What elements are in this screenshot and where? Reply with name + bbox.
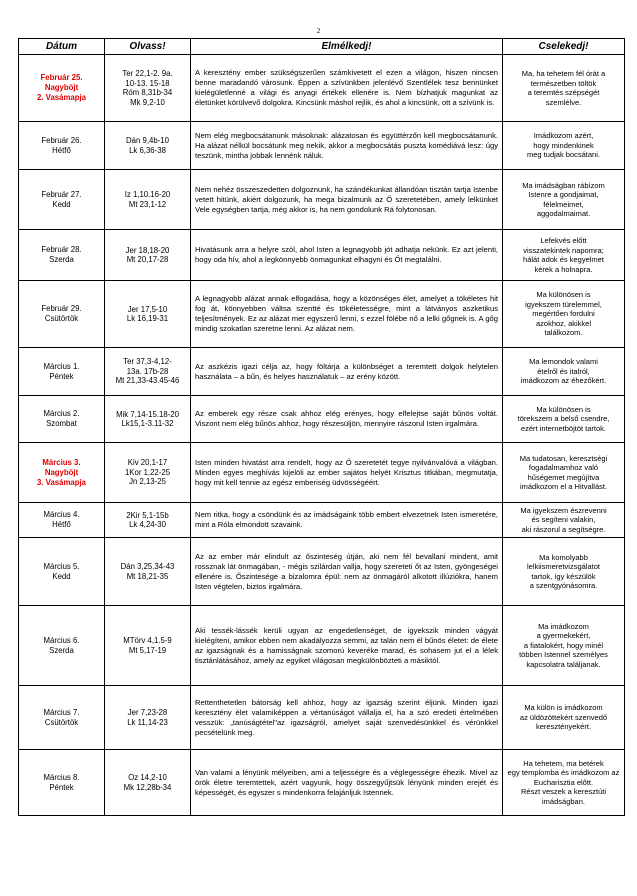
header-date: Dátum	[19, 39, 105, 55]
reading-line: Jer 17,5-10	[127, 304, 168, 314]
date-line: Március 4.	[43, 510, 80, 519]
reading-line: Ter 37,3-4,12-	[123, 357, 172, 367]
action-line: hogy mindenkinek	[533, 140, 594, 150]
reflection-cell: Az az ember már elindult az őszinteség útján, aki nem fél bevallani mindent, amit rossznak lát önmagában, - mégis szilárdan vallja, hogy szereteti őt az Isten, gyöngeségei ellenére is. Őszintesége a bizalomra épül: nem az önmagáról alkotott illúziókra, hanem Isten végtelen, biztos irgalmára.	[191, 538, 503, 606]
reading-line: Mt 21,33-43.45-46	[115, 376, 180, 386]
action-line: Részt veszek a keresztúti	[520, 787, 607, 797]
reflection-cell: Hivatásunk arra a helyre szól, ahol Isten a legnagyobb jót adhatja nekünk. Ez azt jelenti, hogy oda hív, ahol a legkönnyebb önmagunkat elhagyni és Őt megtalálni.	[191, 230, 503, 281]
header-act: Cselekedj!	[503, 39, 625, 55]
date-line: Március 1.	[43, 361, 80, 371]
reading-line: Ter 22,1-2. 9a.	[122, 69, 173, 78]
action-line: imádkozom el a Hitvallást.	[519, 482, 608, 491]
action-line: imádságban.	[542, 796, 585, 806]
date-cell	[19, 396, 105, 443]
date-line: Március 5.	[43, 561, 80, 571]
date-cell	[19, 170, 105, 230]
reading-line: Mik 7,14-15.18-20	[116, 409, 179, 419]
date-line: Március 3.	[42, 457, 81, 467]
date-line: Hétfő	[52, 520, 71, 529]
action-line: azokhoz, akikkel	[535, 318, 592, 328]
reading-line: Lk 4,24-30	[129, 520, 166, 529]
action-line: imádkozom az éhezőkért.	[520, 376, 607, 386]
action-line: igyekszem türelemmel,	[525, 299, 602, 309]
readings-cell	[105, 122, 191, 170]
action-cell	[503, 686, 625, 750]
readings-cell	[105, 348, 191, 396]
date-line: Február 25.	[40, 73, 83, 82]
action-line: Ma külön is imádkozom	[524, 703, 603, 713]
reflection-cell: Nem ritka, hogy a csöndünk és az imádságaink több embert elvezetnek Isten ismeretére, mint a Róla elmondott szavaink.	[191, 503, 503, 538]
reading-line: Mk 12,28b-34	[123, 782, 172, 792]
action-line: meg tudjak bocsátani.	[527, 150, 600, 160]
readings-cell	[105, 606, 191, 686]
date-cell	[19, 281, 105, 348]
date-cell	[19, 230, 105, 281]
action-line: visszatekintek napomra;	[523, 245, 604, 255]
reading-line: Lk 11,14-23	[127, 717, 168, 727]
action-line: Ma különösen is	[536, 404, 591, 414]
readings-cell	[105, 396, 191, 443]
header-reflect: Elmélkedj!	[191, 39, 503, 55]
action-line: aki rászorul a segítségre.	[521, 524, 606, 534]
date-cell	[19, 348, 105, 396]
date-line: Kedd	[52, 199, 71, 209]
date-line: Március 2.	[43, 409, 80, 418]
reading-line: Róm 8,31b-34	[122, 88, 173, 97]
table-row	[19, 170, 625, 230]
table-row	[19, 686, 625, 750]
reflection-cell: Nem elég megbocsátanunk másoknak: alázatosan és együttérzőn kell megbocsátanunk. Ha alázat nélkül bocsátunk meg nekik, akkor a megbocsátás puszta komédiává lesz: úgy teszünk, mintha jobbak lennénk náluk.	[191, 122, 503, 170]
reflection-cell: A legnagyobb alázat annak elfogadása, hogy a közönséges élet, amelyet a tökéletes hit fog át, könnyebben váltsa szentté és tökéletességre, mint a látványos aszketikus teljesítmények. Ez az alázat mer egyszerű lenni, s ezzel fölébe nő a lelki gőgnek is. A gőg mindig szokatlan szeretne lenni. Az alázat nem.	[191, 281, 503, 348]
date-cell	[19, 503, 105, 538]
action-line: többen Istennel személyes	[519, 650, 608, 660]
date-cell	[19, 606, 105, 686]
action-line: kapcsolatra találjanak.	[526, 659, 601, 669]
date-line: Február 26.	[41, 135, 82, 145]
action-cell	[503, 396, 625, 443]
lent-calendar-table	[18, 38, 625, 816]
action-line: ételről és italról,	[537, 366, 590, 376]
date-line: Szerda	[49, 645, 74, 655]
action-line: találkozom.	[544, 328, 583, 338]
reading-line: Kiv 20,1-17	[127, 458, 168, 468]
action-line: Lefekvés előtt	[540, 236, 587, 245]
action-line: a teremtés szépségét	[527, 88, 600, 97]
action-line: Ma tudatosan, keresztségi	[519, 453, 608, 463]
readings-cell	[105, 230, 191, 281]
action-cell	[503, 55, 625, 122]
reading-line: Mk 9,2-10	[130, 97, 165, 107]
reflection-cell: Az aszkézis igazi célja az, hogy föltárja a különbséget a teremtett dolgok helytelen használata – a bűn, és helyes használatuk – az erény között.	[191, 348, 503, 396]
reflection-cell: Isten minden hivatást arra rendelt, hogy az Ő szeretetét tegye nyilvánvalóvá a világban. Minden egyes meghívás kijelöli az ember sajátos helyét Krisztus titkában, megmutatja, hogy mit kell tennie az egész emberiség üdvösségéért.	[191, 443, 503, 503]
action-cell	[503, 122, 625, 170]
readings-cell	[105, 503, 191, 538]
readings-cell	[105, 55, 191, 122]
reading-line: Mt 23,1-12	[128, 199, 167, 209]
date-line: Nagyböjt	[44, 83, 79, 92]
action-cell	[503, 230, 625, 281]
date-cell	[19, 686, 105, 750]
action-line: hálát adok és kegyelmet	[523, 255, 604, 264]
readings-cell	[105, 281, 191, 348]
readings-cell	[105, 750, 191, 816]
reading-line: Lk15,1-3.11-32	[121, 419, 174, 428]
action-line: félelmeimet,	[543, 199, 584, 209]
table-row	[19, 396, 625, 443]
date-line: Március 8.	[43, 772, 80, 782]
date-line: Péntek	[49, 782, 74, 792]
date-line: 3. Vasámapja	[37, 477, 86, 487]
table-row	[19, 443, 625, 503]
action-line: hűségemet megújítva	[527, 472, 600, 482]
reflection-cell: Az emberek egy része csak ahhoz elég erényes, hogy elfelejtse saját bűnös voltát. Viszont nem elég bűnös ahhoz, hogy részesüljön, mennyire rászorul Isten irgalmára.	[191, 396, 503, 443]
action-line: lelkiismeretvizsgálatot	[527, 562, 600, 571]
date-cell	[19, 443, 105, 503]
reading-line: Jer 7,23-28	[127, 708, 168, 717]
date-line: Kedd	[52, 571, 71, 581]
action-line: Istenre a gondjaimat,	[528, 190, 599, 199]
action-line: az üldözöttekért szenvedő	[519, 712, 608, 722]
action-cell	[503, 503, 625, 538]
action-cell	[503, 281, 625, 348]
action-line: aggodalmaimat.	[536, 209, 591, 218]
action-line: Ma imádságban rábízom	[522, 180, 605, 190]
table-row	[19, 230, 625, 281]
date-line: Szombat	[46, 419, 77, 428]
action-cell	[503, 606, 625, 686]
readings-cell	[105, 538, 191, 606]
action-line: Ma különösen is	[536, 290, 591, 300]
action-line: természetben töltök	[530, 78, 597, 88]
action-line: keresztényekért.	[535, 722, 592, 732]
date-line: Nagyböjt	[44, 467, 79, 477]
table-row	[19, 122, 625, 170]
table-row	[19, 750, 625, 816]
action-cell	[503, 348, 625, 396]
reading-line: 10-13. 15-18	[125, 78, 170, 88]
action-cell	[503, 538, 625, 606]
date-cell	[19, 55, 105, 122]
reading-line: Jn 2,13-25	[129, 477, 166, 487]
action-cell	[503, 750, 625, 816]
table-row	[19, 538, 625, 606]
action-line: a gyermekekért,	[536, 631, 591, 641]
reflection-cell: Nem nehéz összeszedetten dolgoznunk, ha szándékunkat állandóan tisztán tartja Istenbe vetett hitünk, akiért dolgozunk, ha mega bizalmunk az Ő szeretetében, amely lelkünket Vele egységben tartja, még akkor is, ha nem gondolunk Rá folytonosan.	[191, 170, 503, 230]
action-line: Ha tehetem, ma betérek	[523, 758, 604, 768]
table-row	[19, 503, 625, 538]
action-line: egy templomba és imádkozom az Eucharisztia előtt.	[507, 768, 620, 787]
readings-cell	[105, 170, 191, 230]
action-line: Ma imádkozom	[538, 621, 589, 631]
table-row	[19, 606, 625, 686]
action-line: fogadalmamhoz való	[528, 463, 599, 472]
action-line: és segíteni valakin,	[531, 515, 596, 525]
page-number: 2	[316, 27, 321, 35]
action-line: tartok, így készülök	[531, 571, 596, 581]
action-line: a szentgyónásomra.	[529, 581, 598, 590]
action-line: Ma lemondok valami	[529, 357, 598, 367]
date-line: Február 27.	[41, 189, 82, 199]
reflection-cell: Rettenthetetlen bátorság kell ahhoz, hogy az igazság szerint éljünk. Minden igazi keresztény élet valamiképpen a vértanúságot vállalja el, ha a szó eredeti értelmében vesszük: „tanúságtétel"az igazságról, amelyet saját szenvedésünkkel és vérünkkel pecsételünk meg.	[191, 686, 503, 750]
reflection-cell: A keresztény ember szükségszerűen számkivetett el ezen a világon, hiszen nincsen benne maradandó városunk. Éppen a szívünkben jelenlévő Szentlélek tesz bennünket kielégületlenné a világi és anyagi értékek ellenére is. Nem bízhatjuk magunkat az életünket körülvevő dolgokra. Kincsünk máshol rejlik, és ahol a kincsünk, ott a szívünk is.	[191, 55, 503, 122]
date-line: Péntek	[49, 371, 74, 381]
date-line: Csütörtök	[44, 314, 79, 323]
reading-line: Dán 3,25.34-43	[120, 562, 175, 571]
table-body	[19, 55, 625, 816]
reading-line: Mt 5,17-19	[128, 645, 167, 655]
date-line: Szerda	[49, 255, 74, 264]
action-line: ezért internetböjtöt tartok.	[520, 423, 607, 433]
date-line: Március 6.	[43, 635, 80, 645]
reading-line: Jer 18,18-20	[125, 245, 170, 255]
reading-line: Oz 14,2-10	[128, 773, 167, 782]
readings-cell	[105, 686, 191, 750]
action-line: szemlélve.	[545, 97, 582, 107]
action-line: a fiatalokért, hogy minél	[523, 640, 604, 650]
reflection-cell: Van valami a lényünk mélyeiben, ami a teljességre és a véglegességre éhezik. Mivel az örök életre teremtettek, azért vagyunk, hogy összegyűjtsük lényünk minden erejét és képességét, és egyszer s mindenkorra felajánljuk Istennek.	[191, 750, 503, 816]
date-line: Hétfő	[52, 145, 71, 155]
table-row	[19, 348, 625, 396]
action-cell	[503, 170, 625, 230]
reading-line: Dán 9,4b-10	[126, 136, 169, 145]
date-line: Csütörtök	[44, 717, 79, 727]
date-line: Február 29.	[41, 304, 82, 313]
action-cell	[503, 443, 625, 503]
reading-line: Iz 1,10.16-20	[124, 190, 171, 199]
action-line: megértően fordulni	[532, 309, 595, 319]
date-cell	[19, 122, 105, 170]
action-line: Ma, ha tehetem fél órát a	[521, 69, 606, 78]
date-line: Február 28.	[41, 245, 82, 254]
date-cell	[19, 538, 105, 606]
reading-line: 2Kir 5,1-15b	[126, 510, 169, 520]
reading-line: 13a. 17b-28	[126, 366, 169, 376]
action-line: Ma igyekszem észrevenni	[520, 505, 607, 515]
table-row	[19, 281, 625, 348]
date-line: Március 7.	[43, 707, 80, 717]
reading-line: 1Kor 1,22-25	[124, 467, 171, 477]
header-row	[19, 39, 625, 55]
reflection-cell: Aki tessék-lássék kerüli ugyan az engedetlenséget, de igyekszik minden vágyát kielégíteni, amikor ebben nem akadályozza semmi, az talán nem él bűnös életet: de élete az igazságnak és a hamisságnak szomorú keveréke marad, és sohasem jut el a lélek tisztánlátásához, amely az egyiket világosan megkülönbözteti a másiktól.	[191, 606, 503, 686]
reading-line: Lk 6,36-38	[129, 145, 166, 155]
readings-cell	[105, 443, 191, 503]
table-row	[19, 55, 625, 122]
action-line: Ma komolyabb	[539, 552, 588, 562]
reading-line: Mt 18,21-35	[126, 571, 169, 581]
reading-line: MTörv 4,1.5-9	[123, 636, 172, 645]
date-line: 2. Vasámapja	[37, 93, 86, 102]
reading-line: Mt 20,17-28	[126, 255, 169, 264]
action-line: kérek a holnapra.	[534, 264, 593, 274]
action-line: törekszem a belső csendre,	[517, 414, 610, 424]
date-cell	[19, 750, 105, 816]
header-read: Olvass!	[105, 39, 191, 55]
action-line: Imádkozom azért,	[533, 131, 594, 141]
reading-line: Lk 16,19-31	[126, 314, 169, 323]
